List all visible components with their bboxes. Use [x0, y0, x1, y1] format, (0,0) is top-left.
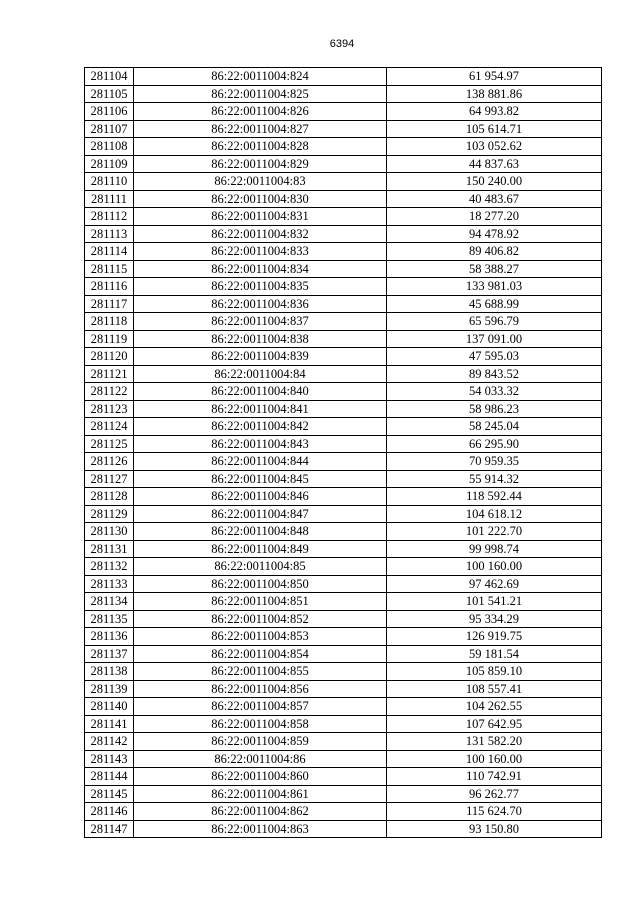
row-id-cell: 281112 [85, 208, 134, 226]
table-row [85, 733, 602, 751]
table-row [85, 225, 602, 243]
table-row [85, 190, 602, 208]
table-row [85, 173, 602, 191]
row-id-cell: 281131 [85, 540, 134, 558]
table-row [85, 540, 602, 558]
cadastral-value-cell: 95 334.29 [387, 610, 602, 628]
cadastral-value-cell: 118 592.44 [387, 488, 602, 506]
cadastral-number-cell: 86:22:0011004:85 [134, 558, 387, 576]
row-id-cell: 281134 [85, 593, 134, 611]
cadastral-number-cell: 86:22:0011004:833 [134, 243, 387, 261]
row-id-cell: 281104 [85, 68, 134, 86]
row-id-cell: 281107 [85, 120, 134, 138]
cadastral-number-cell: 86:22:0011004:840 [134, 383, 387, 401]
cadastral-number-cell: 86:22:0011004:836 [134, 295, 387, 313]
row-id-cell: 281114 [85, 243, 134, 261]
cadastral-number-cell: 86:22:0011004:841 [134, 400, 387, 418]
cadastral-number-cell: 86:22:0011004:850 [134, 575, 387, 593]
table-row [85, 313, 602, 331]
cadastral-number-cell: 86:22:0011004:839 [134, 348, 387, 366]
row-id-cell: 281121 [85, 365, 134, 383]
table-row [85, 768, 602, 786]
row-id-cell: 281142 [85, 733, 134, 751]
row-id-cell: 281128 [85, 488, 134, 506]
cadastral-value-cell: 101 222.70 [387, 523, 602, 541]
row-id-cell: 281111 [85, 190, 134, 208]
table-row [85, 453, 602, 471]
table-row [85, 593, 602, 611]
cadastral-value-cell: 150 240.00 [387, 173, 602, 191]
cadastral-value-cell: 108 557.41 [387, 680, 602, 698]
cadastral-number-cell: 86:22:0011004:863 [134, 820, 387, 838]
row-id-cell: 281124 [85, 418, 134, 436]
row-id-cell: 281119 [85, 330, 134, 348]
table-row [85, 278, 602, 296]
table-row [85, 330, 602, 348]
table-row [85, 383, 602, 401]
cadastral-number-cell: 86:22:0011004:832 [134, 225, 387, 243]
row-id-cell: 281120 [85, 348, 134, 366]
cadastral-value-cell: 59 181.54 [387, 645, 602, 663]
row-id-cell: 281117 [85, 295, 134, 313]
cadastral-number-cell: 86:22:0011004:825 [134, 85, 387, 103]
cadastral-number-cell: 86:22:0011004:842 [134, 418, 387, 436]
cadastral-value-cell: 44 837.63 [387, 155, 602, 173]
cadastral-value-cell: 58 986.23 [387, 400, 602, 418]
cadastral-value-cell: 100 160.00 [387, 750, 602, 768]
table-row [85, 400, 602, 418]
cadastral-value-cell: 104 262.55 [387, 698, 602, 716]
row-id-cell: 281144 [85, 768, 134, 786]
cadastral-value-cell: 66 295.90 [387, 435, 602, 453]
table-row [85, 103, 602, 121]
table-row [85, 365, 602, 383]
row-id-cell: 281109 [85, 155, 134, 173]
cadastral-value-cell: 65 596.79 [387, 313, 602, 331]
row-id-cell: 281147 [85, 820, 134, 838]
table-row [85, 715, 602, 733]
table-row [85, 243, 602, 261]
cadastral-number-cell: 86:22:0011004:843 [134, 435, 387, 453]
cadastral-number-cell: 86:22:0011004:862 [134, 803, 387, 821]
cadastral-value-cell: 94 478.92 [387, 225, 602, 243]
cadastral-number-cell: 86:22:0011004:852 [134, 610, 387, 628]
cadastral-number-cell: 86:22:0011004:83 [134, 173, 387, 191]
table-row [85, 575, 602, 593]
cadastral-number-cell: 86:22:0011004:824 [134, 68, 387, 86]
cadastral-value-cell: 103 052.62 [387, 138, 602, 156]
row-id-cell: 281135 [85, 610, 134, 628]
table-row [85, 803, 602, 821]
table-row [85, 785, 602, 803]
row-id-cell: 281146 [85, 803, 134, 821]
table-row [85, 698, 602, 716]
row-id-cell: 281127 [85, 470, 134, 488]
cadastral-value-cell: 110 742.91 [387, 768, 602, 786]
cadastral-value-cell: 105 859.10 [387, 663, 602, 681]
row-id-cell: 281126 [85, 453, 134, 471]
row-id-cell: 281110 [85, 173, 134, 191]
row-id-cell: 281105 [85, 85, 134, 103]
row-id-cell: 281133 [85, 575, 134, 593]
table-row [85, 470, 602, 488]
cadastral-number-cell: 86:22:0011004:834 [134, 260, 387, 278]
table-row [85, 208, 602, 226]
cadastral-value-cell: 89 843.52 [387, 365, 602, 383]
row-id-cell: 281108 [85, 138, 134, 156]
table-body [85, 68, 602, 838]
row-id-cell: 281141 [85, 715, 134, 733]
table-row [85, 523, 602, 541]
cadastral-number-cell: 86:22:0011004:849 [134, 540, 387, 558]
cadastral-value-cell: 101 541.21 [387, 593, 602, 611]
cadastral-number-cell: 86:22:0011004:86 [134, 750, 387, 768]
row-id-cell: 281130 [85, 523, 134, 541]
cadastral-value-cell: 100 160.00 [387, 558, 602, 576]
cadastral-value-cell: 70 959.35 [387, 453, 602, 471]
table-row [85, 558, 602, 576]
cadastral-number-cell: 86:22:0011004:827 [134, 120, 387, 138]
row-id-cell: 281138 [85, 663, 134, 681]
table-row [85, 488, 602, 506]
cadastral-number-cell: 86:22:0011004:830 [134, 190, 387, 208]
row-id-cell: 281123 [85, 400, 134, 418]
table-row [85, 505, 602, 523]
table-row [85, 120, 602, 138]
cadastral-value-cell: 64 993.82 [387, 103, 602, 121]
table-row [85, 418, 602, 436]
cadastral-value-cell: 126 919.75 [387, 628, 602, 646]
cadastral-value-cell: 40 483.67 [387, 190, 602, 208]
cadastral-value-cell: 107 642.95 [387, 715, 602, 733]
cadastral-value-cell: 58 388.27 [387, 260, 602, 278]
cadastral-value-cell: 18 277.20 [387, 208, 602, 226]
table-row [85, 68, 602, 86]
cadastral-number-cell: 86:22:0011004:854 [134, 645, 387, 663]
cadastral-value-cell: 99 998.74 [387, 540, 602, 558]
cadastral-number-cell: 86:22:0011004:844 [134, 453, 387, 471]
cadastral-number-cell: 86:22:0011004:845 [134, 470, 387, 488]
cadastral-value-cell: 138 881.86 [387, 85, 602, 103]
page-number: 6394 [329, 38, 355, 50]
row-id-cell: 281125 [85, 435, 134, 453]
cadastral-number-cell: 86:22:0011004:831 [134, 208, 387, 226]
cadastral-value-cell: 133 981.03 [387, 278, 602, 296]
cadastral-value-cell: 104 618.12 [387, 505, 602, 523]
table-row [85, 610, 602, 628]
cadastral-number-cell: 86:22:0011004:828 [134, 138, 387, 156]
table-row [85, 85, 602, 103]
cadastral-number-cell: 86:22:0011004:846 [134, 488, 387, 506]
cadastral-value-cell: 131 582.20 [387, 733, 602, 751]
row-id-cell: 281145 [85, 785, 134, 803]
table-row [85, 750, 602, 768]
table-row [85, 628, 602, 646]
cadastral-number-cell: 86:22:0011004:851 [134, 593, 387, 611]
cadastral-number-cell: 86:22:0011004:856 [134, 680, 387, 698]
cadastral-value-cell: 93 150.80 [387, 820, 602, 838]
row-id-cell: 281143 [85, 750, 134, 768]
cadastral-number-cell: 86:22:0011004:857 [134, 698, 387, 716]
cadastral-value-cell: 54 033.32 [387, 383, 602, 401]
row-id-cell: 281115 [85, 260, 134, 278]
table-row [85, 663, 602, 681]
table-row [85, 138, 602, 156]
cadastral-number-cell: 86:22:0011004:858 [134, 715, 387, 733]
cadastral-number-cell: 86:22:0011004:861 [134, 785, 387, 803]
cadastral-value-cell: 47 595.03 [387, 348, 602, 366]
cadastral-number-cell: 86:22:0011004:848 [134, 523, 387, 541]
cadastral-value-cell: 58 245.04 [387, 418, 602, 436]
cadastral-number-cell: 86:22:0011004:855 [134, 663, 387, 681]
row-id-cell: 281113 [85, 225, 134, 243]
row-id-cell: 281129 [85, 505, 134, 523]
cadastral-value-cell: 105 614.71 [387, 120, 602, 138]
cadastral-value-cell: 89 406.82 [387, 243, 602, 261]
table-row [85, 680, 602, 698]
row-id-cell: 281118 [85, 313, 134, 331]
row-id-cell: 281106 [85, 103, 134, 121]
cadastral-number-cell: 86:22:0011004:847 [134, 505, 387, 523]
cadastral-value-cell: 137 091.00 [387, 330, 602, 348]
cadastral-number-cell: 86:22:0011004:860 [134, 768, 387, 786]
row-id-cell: 281136 [85, 628, 134, 646]
cadastral-value-cell: 45 688.99 [387, 295, 602, 313]
table-row [85, 155, 602, 173]
cadastral-number-cell: 86:22:0011004:838 [134, 330, 387, 348]
cadastral-number-cell: 86:22:0011004:853 [134, 628, 387, 646]
table-row [85, 435, 602, 453]
cadastral-value-cell: 97 462.69 [387, 575, 602, 593]
cadastral-value-cell: 61 954.97 [387, 68, 602, 86]
cadastral-number-cell: 86:22:0011004:829 [134, 155, 387, 173]
cadastral-number-cell: 86:22:0011004:837 [134, 313, 387, 331]
row-id-cell: 281139 [85, 680, 134, 698]
table-row [85, 820, 602, 838]
table-row [85, 645, 602, 663]
cadastral-value-cell: 96 262.77 [387, 785, 602, 803]
row-id-cell: 281140 [85, 698, 134, 716]
cadastral-value-cell: 55 914.32 [387, 470, 602, 488]
cadastral-number-cell: 86:22:0011004:826 [134, 103, 387, 121]
cadastral-value-cell: 115 624.70 [387, 803, 602, 821]
table-row [85, 348, 602, 366]
row-id-cell: 281122 [85, 383, 134, 401]
cadastral-number-cell: 86:22:0011004:84 [134, 365, 387, 383]
row-id-cell: 281132 [85, 558, 134, 576]
table-row [85, 295, 602, 313]
cadastral-number-cell: 86:22:0011004:835 [134, 278, 387, 296]
cadastral-value-table [84, 67, 602, 838]
cadastral-number-cell: 86:22:0011004:859 [134, 733, 387, 751]
table-row [85, 260, 602, 278]
row-id-cell: 281116 [85, 278, 134, 296]
row-id-cell: 281137 [85, 645, 134, 663]
